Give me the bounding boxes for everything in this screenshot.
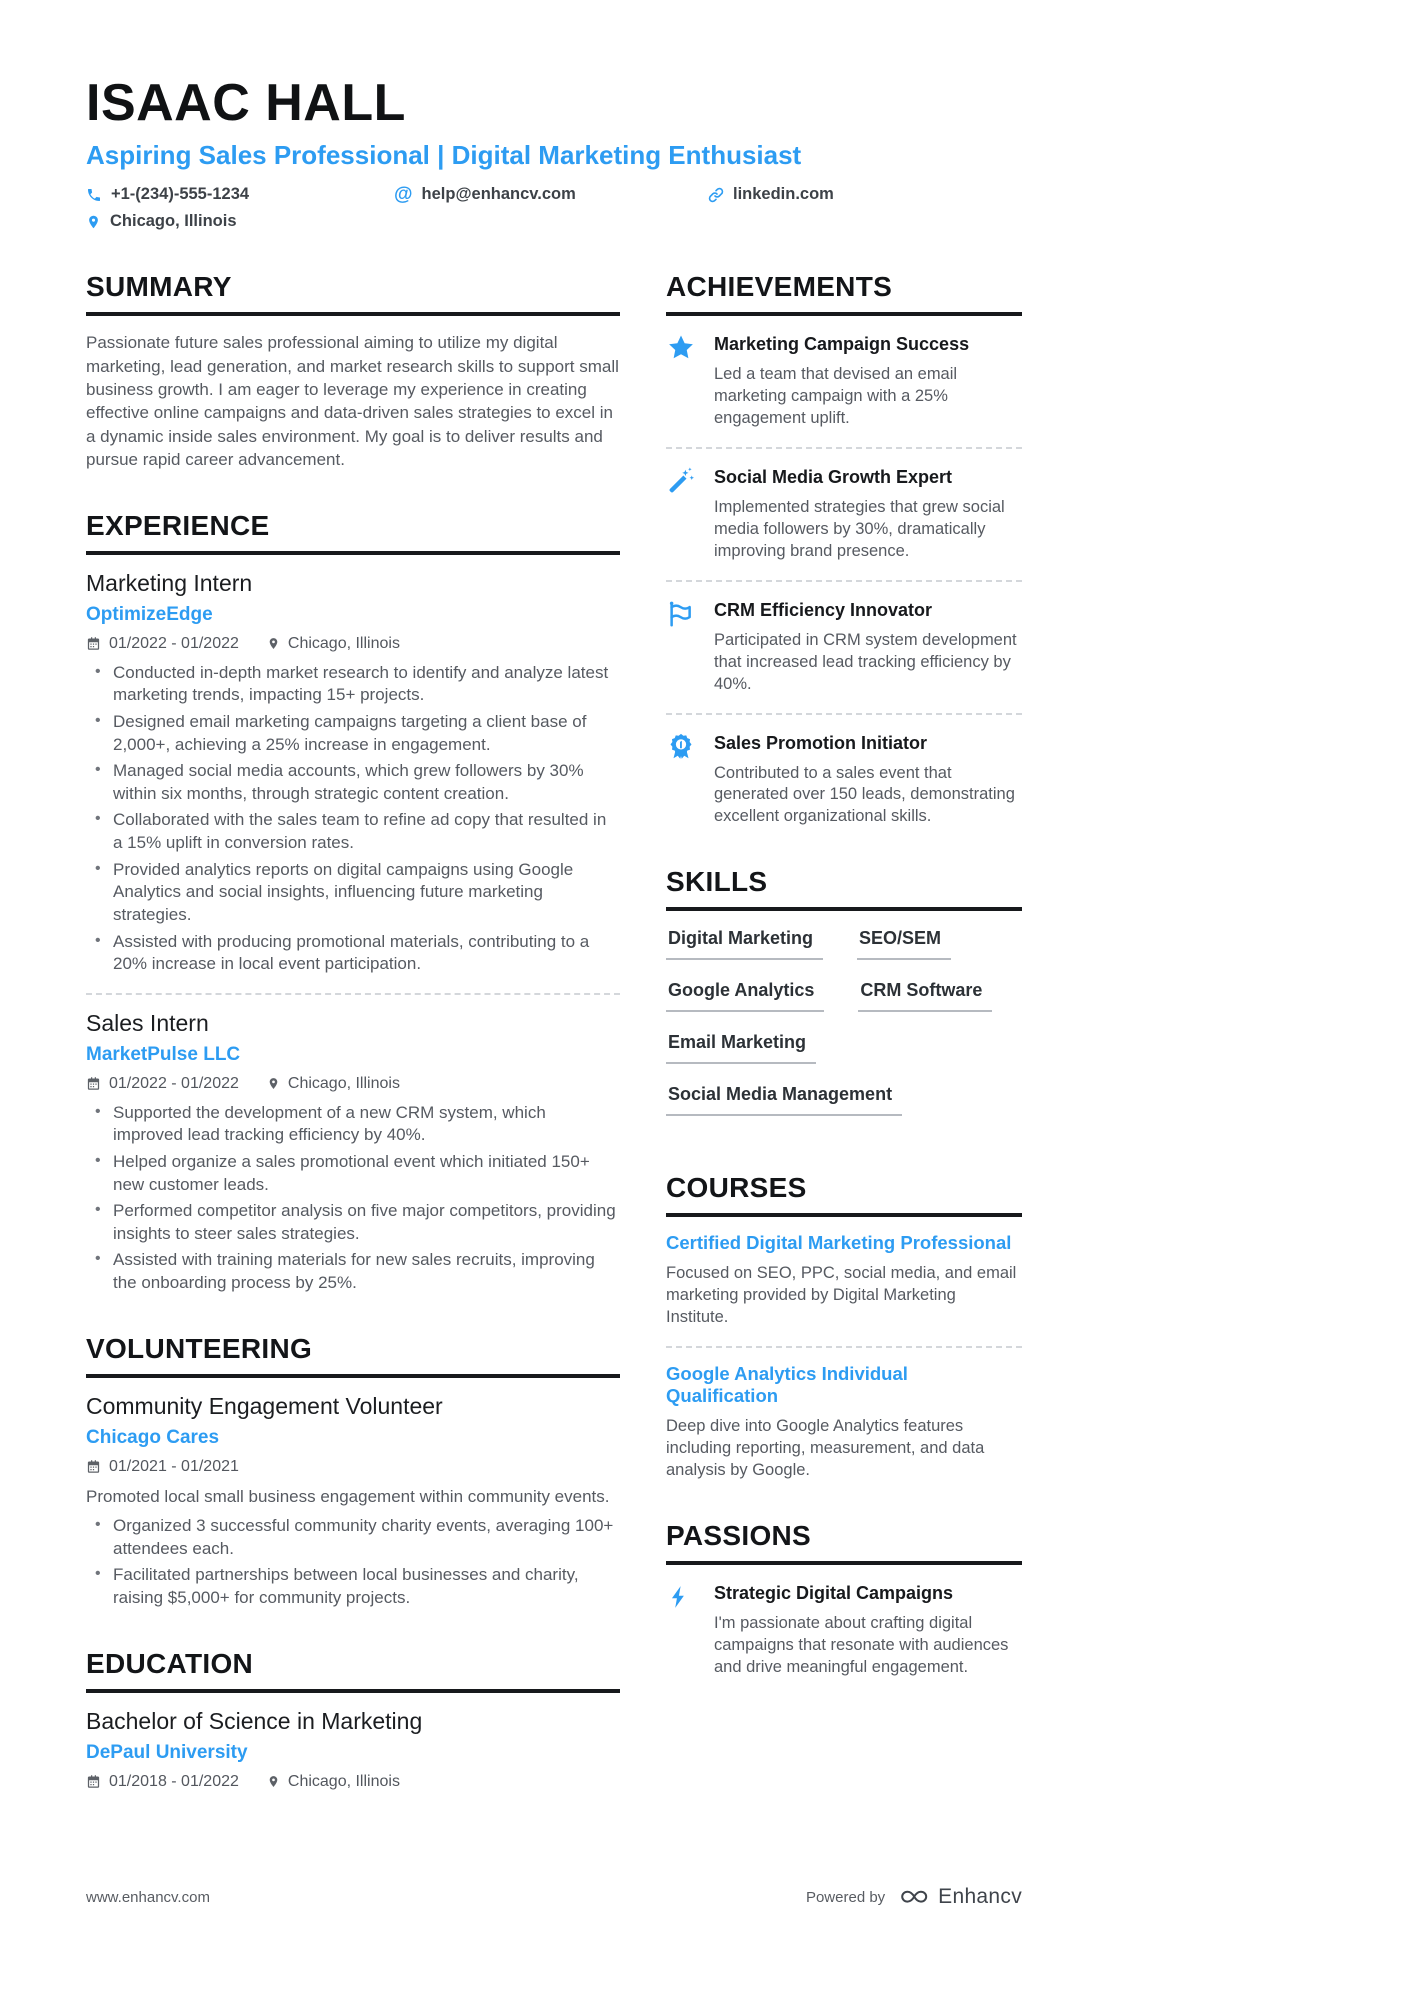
volunteer-role: Community Engagement Volunteer <box>86 1392 443 1419</box>
skill-tag: Google Analytics <box>666 978 824 1012</box>
page-footer <box>86 1885 1022 1909</box>
course-text: Deep dive into Google Analytics features including reporting, measurement, and data analysis by Google. <box>666 1417 985 1480</box>
course-text: Focused on SEO, PPC, social media, and email marketing provided by Digital Marketing Institute. <box>666 1264 1017 1327</box>
section-passions <box>666 1520 1022 1679</box>
job-dates-text: 01/2022 - 01/2022 <box>109 634 239 652</box>
achievement-body <box>714 597 1022 696</box>
achievement-text: Contributed to a sales event that generated over 150 leads, demonstrating excellent organizational skills. <box>714 763 1015 826</box>
right-column <box>666 271 1022 1799</box>
section-achievements <box>666 271 1022 828</box>
star-icon <box>666 331 697 430</box>
flag-icon <box>666 597 697 696</box>
job-location-text: Chicago, Illinois <box>287 1074 400 1092</box>
section-experience <box>86 510 620 1295</box>
achievement-item <box>666 597 1022 696</box>
course-item <box>666 1232 1022 1329</box>
resume-header <box>86 76 1022 231</box>
achievement-body <box>714 464 1022 563</box>
powered-by[interactable] <box>806 1885 1022 1909</box>
education-location-text: Chicago, Illinois <box>287 1772 400 1790</box>
job-bullet: • Helped organize a sales promotional event which initiated 150+ new customer leads. <box>86 1151 620 1196</box>
phone-number: +1-(234)-555-1234 <box>111 185 250 204</box>
job-dates <box>86 635 239 653</box>
achievement-text: Participated in CRM system development that increased lead tracking efficiency by 40%. <box>714 630 1017 693</box>
lightning-icon <box>666 1580 697 1679</box>
job-bullet: • Supported the development of a new CRM system, which improved lead tracking efficiency by 40%. <box>86 1102 620 1147</box>
section-summary <box>86 271 620 472</box>
education-heading: EDUCATION <box>86 1648 620 1693</box>
two-column-layout <box>86 271 1022 1799</box>
calendar-icon <box>86 1459 101 1474</box>
skills-heading: SKILLS <box>666 866 1022 911</box>
section-courses <box>666 1172 1022 1482</box>
at-icon: @ <box>394 184 413 206</box>
contact-row-2 <box>86 212 1022 231</box>
dashed-divider <box>666 713 1022 715</box>
achievement-title: Sales Promotion Initiator <box>714 732 928 753</box>
achievement-item <box>666 464 1022 563</box>
achievement-title: Social Media Growth Expert <box>714 466 953 487</box>
volunteer-bullet-list <box>86 1515 620 1609</box>
location-pin-icon <box>267 636 280 651</box>
achievement-body <box>714 331 1022 430</box>
volunteer-meta <box>86 1458 620 1476</box>
magic-wand-icon <box>666 464 697 563</box>
calendar-icon <box>86 636 101 651</box>
volunteer-bullet: • Organized 3 successful community charity events, averaging 100+ attendees each. <box>86 1515 620 1560</box>
achievement-text: Implemented strategies that grew social media followers by 30%, dramatically improving brand presence. <box>714 497 1005 560</box>
job-entry <box>86 1010 620 1295</box>
contact-row <box>86 185 1022 204</box>
dashed-divider <box>666 1346 1022 1348</box>
job-location <box>267 635 400 653</box>
job-location <box>267 1075 400 1093</box>
dashed-divider <box>666 447 1022 449</box>
candidate-name: ISAAC HALL <box>86 74 406 132</box>
job-bullet-list <box>86 1102 620 1295</box>
job-dates <box>86 1075 239 1093</box>
job-entry <box>86 570 620 976</box>
job-title: Sales Intern <box>86 1009 209 1036</box>
education-dates <box>86 1773 239 1791</box>
courses-heading: COURSES <box>666 1172 1022 1217</box>
education-dates-text: 01/2018 - 01/2022 <box>109 1772 239 1790</box>
dashed-divider <box>86 993 620 995</box>
link-icon <box>708 187 724 203</box>
skill-tag: CRM Software <box>858 978 992 1012</box>
calendar-icon <box>86 1076 101 1091</box>
passion-body <box>714 1580 1022 1679</box>
job-bullet: • Designed email marketing campaigns targeting a client base of 2,000+, achieving a 25% increase in engagement. <box>86 711 620 756</box>
location-pin-icon <box>267 1076 280 1091</box>
job-bullet: • Managed social media accounts, which grew followers by 30% within six months, through strategic content creation. <box>86 760 620 805</box>
course-item <box>666 1363 1022 1482</box>
achievement-item <box>666 730 1022 829</box>
medal-icon <box>666 730 697 829</box>
enhancv-logo[interactable] <box>897 1885 1022 1909</box>
education-meta <box>86 1773 620 1791</box>
brand-name[interactable]: Enhancv <box>938 1885 1022 1908</box>
dashed-divider <box>666 580 1022 582</box>
achievements-heading: ACHIEVEMENTS <box>666 271 1022 316</box>
email-address[interactable]: help@enhancv.com <box>421 185 576 204</box>
job-bullet: • Collaborated with the sales team to refine ad copy that resulted in a 15% uplift in conversion rates. <box>86 809 620 854</box>
degree-title: Bachelor of Science in Marketing <box>86 1707 423 1734</box>
calendar-icon <box>86 1774 101 1789</box>
course-title[interactable]: Google Analytics Individual Qualification <box>666 1363 908 1407</box>
skill-tag: SEO/SEM <box>857 926 951 960</box>
company-name[interactable]: MarketPulse LLC <box>86 1043 241 1065</box>
phone-icon <box>86 187 102 203</box>
link-text[interactable]: linkedin.com <box>733 185 834 204</box>
resume-content <box>86 76 1022 1800</box>
contact-phone <box>86 185 394 204</box>
job-dates-text: 01/2022 - 01/2022 <box>109 1074 239 1092</box>
skills-list <box>666 926 1022 1134</box>
achievement-title: CRM Efficiency Innovator <box>714 599 933 620</box>
location-pin-icon <box>267 1774 280 1789</box>
job-meta <box>86 635 620 653</box>
company-name[interactable]: OptimizeEdge <box>86 603 213 625</box>
powered-by-label: Powered by <box>805 1888 886 1906</box>
course-title[interactable]: Certified Digital Marketing Professional <box>666 1232 1012 1254</box>
achievement-title: Marketing Campaign Success <box>714 334 970 355</box>
skill-tag: Social Media Management <box>666 1082 902 1116</box>
skill-tag: Email Marketing <box>666 1030 816 1064</box>
education-location <box>267 1773 400 1791</box>
job-bullet: • Performed competitor analysis on five major competitors, providing insights to steer sales strategies. <box>86 1200 620 1245</box>
site-link[interactable]: www.enhancv.com <box>86 1888 210 1906</box>
achievement-item <box>666 331 1022 430</box>
section-volunteering <box>86 1333 620 1610</box>
skill-tag: Digital Marketing <box>666 926 823 960</box>
job-meta <box>86 1075 620 1093</box>
contact-location <box>86 212 394 231</box>
section-education <box>86 1648 620 1791</box>
volunteer-org[interactable]: Chicago Cares <box>86 1426 220 1448</box>
job-bullet: • Conducted in-depth market research to identify and analyze latest marketing trends, impacting 15+ projects. <box>86 662 620 707</box>
achievement-body <box>714 730 1022 829</box>
candidate-headline: Aspiring Sales Professional | Digital Marketing Enthusiast <box>86 140 802 171</box>
left-column <box>86 271 620 1799</box>
volunteer-dates <box>86 1458 239 1476</box>
volunteer-description: Promoted local small business engagement within community events. <box>86 1486 610 1506</box>
experience-heading: EXPERIENCE <box>86 510 620 555</box>
contact-email[interactable] <box>394 185 708 204</box>
job-location-text: Chicago, Illinois <box>287 634 400 652</box>
summary-text: Passionate future sales professional aiming to utilize my digital marketing, lead generation, and market research skills to support small business growth. I am eager to leverage my experience in creating effective online campaigns and data-driven sales strategies to excel in a dynamic inside sales environment. My goal is to deliver results and pursue rapid career advancement. <box>86 333 619 470</box>
passion-title: Strategic Digital Campaigns <box>714 1582 954 1603</box>
passion-item <box>666 1580 1022 1679</box>
volunteer-bullet: • Facilitated partnerships between local businesses and charity, raising $5,000+ for community projects. <box>86 1564 620 1609</box>
volunteer-dates-text: 01/2021 - 01/2021 <box>109 1457 239 1475</box>
passions-heading: PASSIONS <box>666 1520 1022 1565</box>
job-bullet-list <box>86 662 620 976</box>
job-bullet: • Assisted with producing promotional materials, contributing to a 20% increase in local event participation. <box>86 931 620 976</box>
location-text: Chicago, Illinois <box>110 212 237 231</box>
school-name[interactable]: DePaul University <box>86 1741 248 1763</box>
passion-text: I'm passionate about crafting digital campaigns that resonate with audiences and drive meaningful engagement. <box>714 1613 1009 1676</box>
contact-link[interactable] <box>708 185 1022 204</box>
job-bullet: • Assisted with training materials for new sales recruits, improving the onboarding process by 25%. <box>86 1249 620 1294</box>
summary-heading: SUMMARY <box>86 271 620 316</box>
job-title: Marketing Intern <box>86 569 253 596</box>
volunteering-heading: VOLUNTEERING <box>86 1333 620 1378</box>
section-skills <box>666 866 1022 1134</box>
achievement-text: Led a team that devised an email marketing campaign with a 25% engagement uplift. <box>714 365 958 427</box>
job-bullet: • Provided analytics reports on digital campaigns using Google Analytics and social insights, influencing future marketing strategies. <box>86 859 620 927</box>
location-pin-icon <box>86 214 101 230</box>
